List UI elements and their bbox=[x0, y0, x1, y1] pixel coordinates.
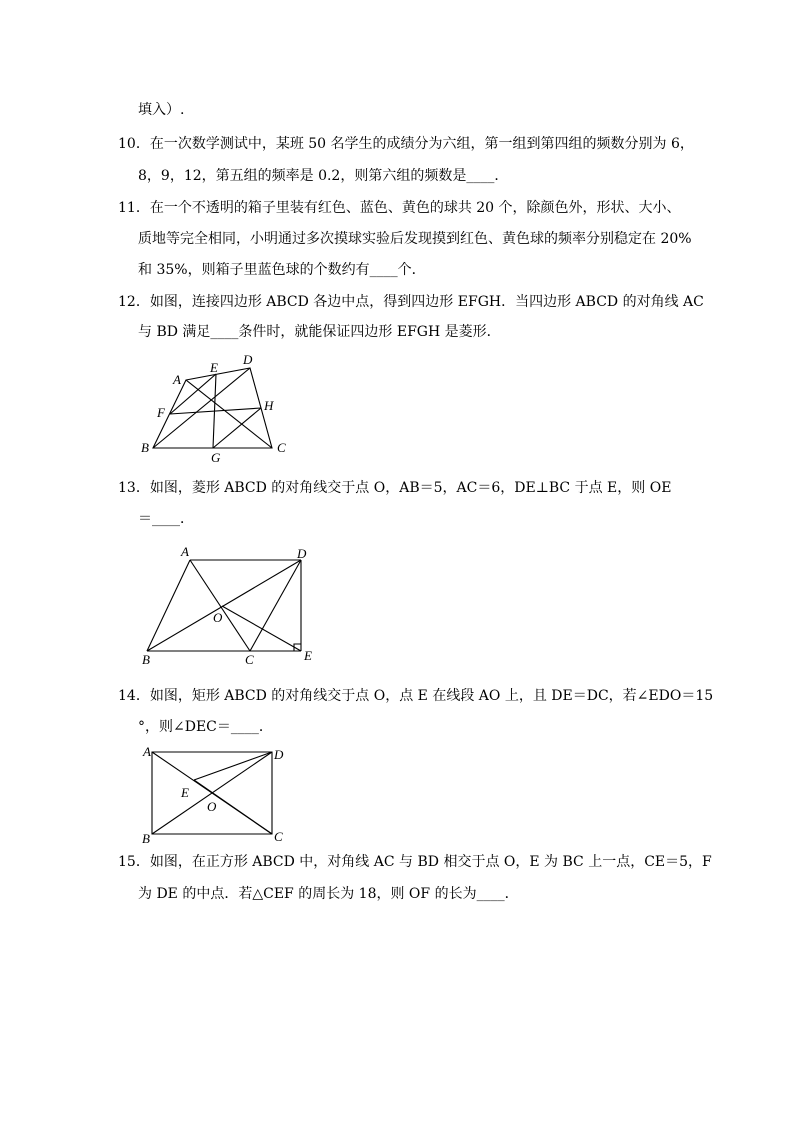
question-12-line-1: 12．如图，连接四边形 ABCD 各边中点，得到四边形 EFGH．当四边形 ABCD 的对角线 AC bbox=[118, 294, 704, 310]
fig13-label-b: B bbox=[142, 652, 150, 667]
question-14-line-1: 14．如图，矩形 ABCD 的对角线交于点 O，点 E 在线段 AO 上，且 DE＝DC，若∠EDO＝15 bbox=[118, 688, 714, 704]
fig14-diagonal-ac bbox=[152, 752, 272, 834]
fig12-line-bd bbox=[153, 368, 250, 448]
fig14-label-a: A bbox=[143, 744, 151, 759]
fig14-label-e: E bbox=[181, 785, 189, 800]
fig13-diagonal-bd bbox=[147, 560, 301, 651]
fig13-label-e: E bbox=[304, 648, 312, 663]
fig14-segment-de bbox=[194, 752, 272, 780]
fig14-segment-ec bbox=[194, 780, 272, 834]
fig12-label-f: F bbox=[157, 405, 165, 420]
question-11-line-1: 11．在一个不透明的箱子里装有红色、蓝色、黄色的球共 20 个，除颜色外，形状、大小、 bbox=[118, 200, 681, 216]
fig12-label-d: D bbox=[243, 352, 253, 367]
fig14-label-o: O bbox=[207, 799, 217, 814]
question-13-line-1: 13．如图，菱形 ABCD 的对角线交于点 O，AB＝5，AC＝6，DE⊥BC 于点 E，则 OE bbox=[118, 480, 672, 496]
fig12-label-a: A bbox=[173, 372, 181, 387]
question-15-line-1: 15．如图，在正方形 ABCD 中，对角线 AC 与 BD 相交于点 O，E 为 BC 上一点，CE＝5，F bbox=[118, 854, 712, 870]
question-14-line-2: °，则∠DEC＝____． bbox=[138, 719, 273, 735]
fig14-diagonal-bd bbox=[152, 752, 272, 834]
fig13-label-o: O bbox=[213, 610, 223, 625]
fig12-line-ac bbox=[186, 380, 272, 448]
question-10-line-1: 10．在一次数学测试中，某班 50 名学生的成绩分为六组，第一组到第四组的频数分别为 6， bbox=[118, 136, 694, 152]
question-11-line-2: 质地等完全相同，小明通过多次摸球实验后发现摸到红色、黄色球的频率分别稳定在 20% bbox=[138, 231, 692, 247]
fig14-label-c: C bbox=[274, 829, 283, 844]
fig14-label-d: D bbox=[274, 747, 284, 762]
fig12-quad-abcd bbox=[153, 368, 272, 448]
fig13-label-d: D bbox=[297, 546, 307, 561]
fig13-label-a: A bbox=[181, 544, 189, 559]
fig13-label-c: C bbox=[245, 652, 254, 667]
fig12-line-eg bbox=[213, 374, 216, 448]
question-10-line-2: 8，9，12，第五组的频率是 0.2，则第六组的频数是____． bbox=[138, 168, 509, 184]
fig14-rect-abcd bbox=[152, 752, 272, 834]
question-12-line-2: 与 BD 满足____条件时，就能保证四边形 EFGH 是菱形． bbox=[138, 324, 501, 340]
fig12-label-c: C bbox=[277, 440, 286, 455]
question-11-line-3: 和 35%，则箱子里蓝色球的个数约有____个． bbox=[138, 262, 426, 278]
fig13-right-angle-mark bbox=[294, 644, 301, 651]
fig12-line-fh bbox=[170, 408, 261, 414]
fig12-label-h: H bbox=[264, 398, 274, 413]
fig12-line-ef bbox=[170, 374, 216, 414]
fig13-diagonal-ac bbox=[190, 560, 250, 651]
fig12-label-g: G bbox=[211, 450, 221, 465]
question-15-line-2: 为 DE 的中点．若△CEF 的周长为 18，则 OF 的长为____． bbox=[138, 886, 519, 902]
fig13-segment-oe bbox=[222, 606, 301, 651]
q9-continuation: 填入）. bbox=[138, 102, 185, 118]
fig14-label-b: B bbox=[142, 831, 150, 846]
fig13-side-dc bbox=[250, 560, 301, 651]
fig12-label-b: B bbox=[141, 440, 149, 455]
fig12-label-e: E bbox=[210, 360, 218, 375]
fig13-side-ab bbox=[147, 560, 190, 651]
question-13-line-2: ＝____． bbox=[138, 511, 194, 527]
fig12-line-gh bbox=[213, 408, 261, 448]
